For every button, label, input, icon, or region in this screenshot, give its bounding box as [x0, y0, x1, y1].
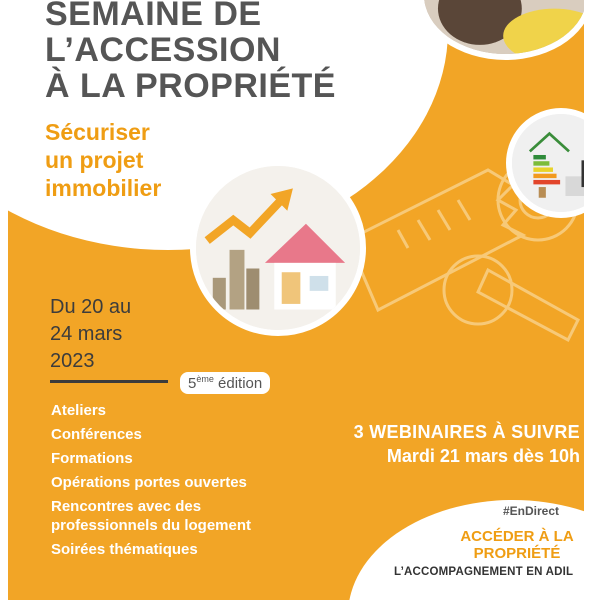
house-coins-photo	[190, 160, 366, 336]
hashtag-label: #EnDirect	[503, 504, 560, 518]
edition-badge	[180, 372, 270, 394]
subtitle-line-2: un projet	[45, 147, 144, 173]
poster	[8, 0, 592, 600]
list-item: Formations	[51, 450, 133, 467]
title-line-1: SEMAINE DE	[45, 0, 262, 33]
activities-list	[51, 401, 276, 564]
poster-subtitle	[45, 118, 161, 202]
poster-title	[45, 0, 336, 104]
webinar-line-2: Mardi 21 mars dès 10h	[386, 446, 580, 466]
webinar-line-1: 3 WEBINAIRES À SUIVRE	[353, 422, 580, 442]
webinar-announcement	[300, 420, 580, 468]
list-item: Ateliers	[51, 402, 107, 419]
right-margin	[584, 0, 600, 600]
event-dates	[50, 294, 131, 375]
list-item: Opérations portes ouvertes	[51, 474, 247, 491]
subtitle-line-3: immobilier	[45, 175, 162, 201]
edition-suffix: ème	[196, 374, 214, 384]
acceder-line-1: ACCÉDER À LA	[460, 528, 574, 545]
dates-line-2: 24 mars	[50, 323, 123, 345]
dates-line-1: Du 20 au	[50, 296, 132, 318]
title-line-3: À LA PROPRIÉTÉ	[45, 67, 336, 105]
dates-line-3: 2023	[50, 350, 95, 372]
subtitle-line-1: Sécuriser	[45, 119, 150, 145]
list-item: Rencontres avec des professionnels du logement	[51, 498, 252, 534]
acceder-line-2: PROPRIÉTÉ	[473, 545, 561, 562]
title-line-2: L’ACCESSION	[45, 31, 281, 69]
divider	[50, 380, 168, 383]
list-item: Soirées thématiques	[51, 541, 198, 558]
edition-number: 5	[188, 375, 197, 392]
accompagnement-label: L’ACCOMPAGNEMENT EN ADIL	[394, 566, 574, 578]
acceder-heading	[442, 528, 592, 562]
edition-word: édition	[218, 375, 263, 392]
list-item: Conférences	[51, 426, 142, 443]
